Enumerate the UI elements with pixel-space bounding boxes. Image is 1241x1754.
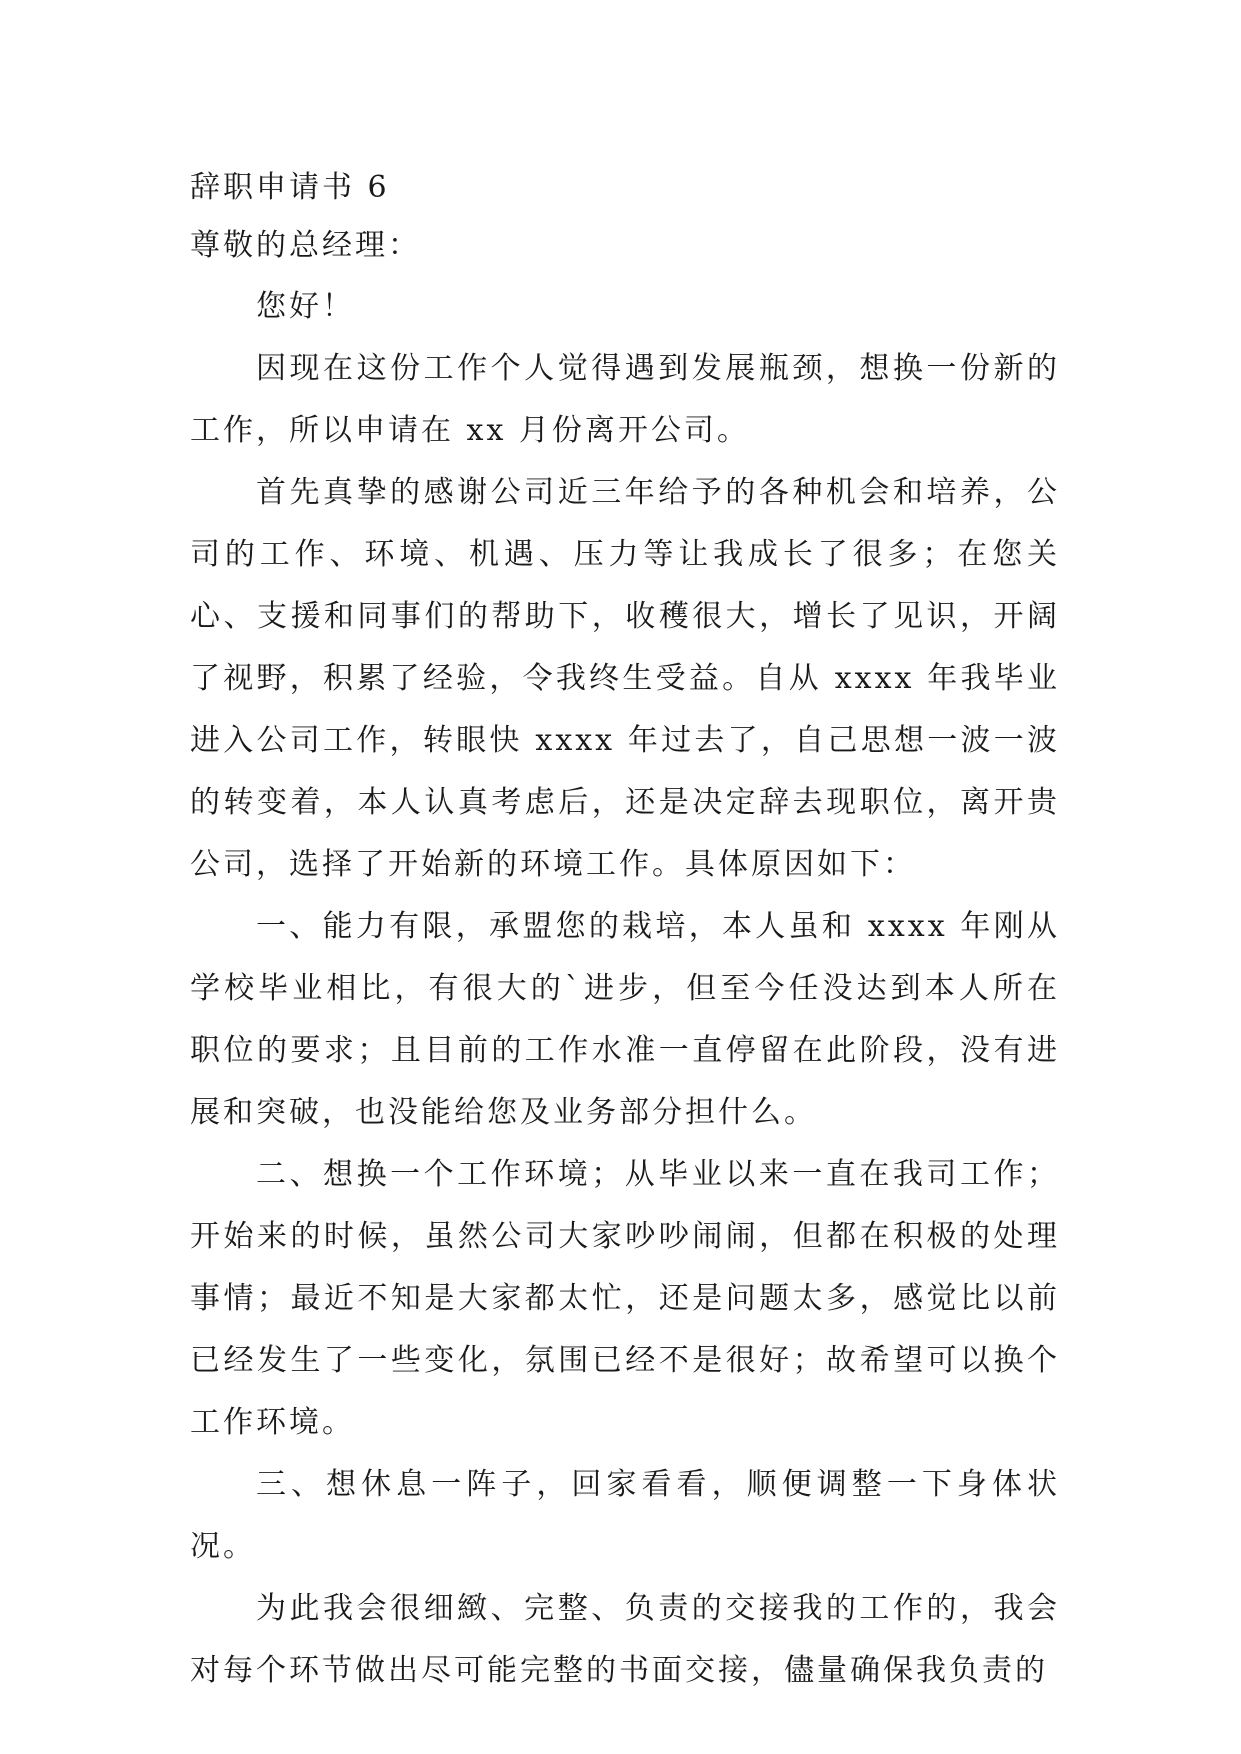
document-title: 辞职申请书 6: [190, 170, 390, 205]
paragraph-reason-one: 一、能力有限，承盟您的栽培，本人虽和 xxxx 年刚从学校毕业相比，有很大的`进步，但至今任没达到本人所在职位的要求；且目前的工作水准一直停留在此阶段，没有进展和突破，也没能给您及业务部分担什么。: [190, 909, 1060, 1130]
paragraph-reason-three: 三、想休息一阵子，回家看看，顺便调整一下身体状况。: [190, 1467, 1060, 1564]
paragraph-reason: 因现在这份工作个人觉得遇到发展瓶颈，想换一份新的工作，所以申请在 xx 月份离开公司。: [190, 351, 1060, 448]
salutation: 尊敬的总经理：: [190, 228, 421, 263]
paragraph-thanks: 首先真挚的感谢公司近三年给予的各种机会和培养，公司的工作、环境、机遇、压力等让我成长了很多；在您关心、支援和同事们的帮助下，收穫很大，增长了见识，开阔了视野，积累了经验，令我终生受益。自从 xxxx 年我毕业进入公司工作，转眼快 xxxx 年过去了，自己思想一波一波的转变着，本人认真考虑后，还是决定辞去现职位，离开贵公司，选择了开始新的环境工作。具体原因如下：: [190, 475, 1060, 882]
paragraph-reason-two: 二、想换一个工作环境；从毕业以来一直在我司工作；开始来的时候，虽然公司大家吵吵闹闹，但都在积极的处理事情；最近不知是大家都太忙，还是问题太多，感觉比以前已经发生了一些变化，氛围已经不是很好；故希望可以换个工作环境。: [190, 1157, 1060, 1440]
letter-body: [190, 160, 1060, 1702]
paragraph-handover: 为此我会很细緻、完整、负责的交接我的工作的，我会对每个环节做出尽可能完整的书面交接，儘量确保我负责的: [190, 1591, 1060, 1688]
greeting: 您好！: [256, 289, 355, 324]
